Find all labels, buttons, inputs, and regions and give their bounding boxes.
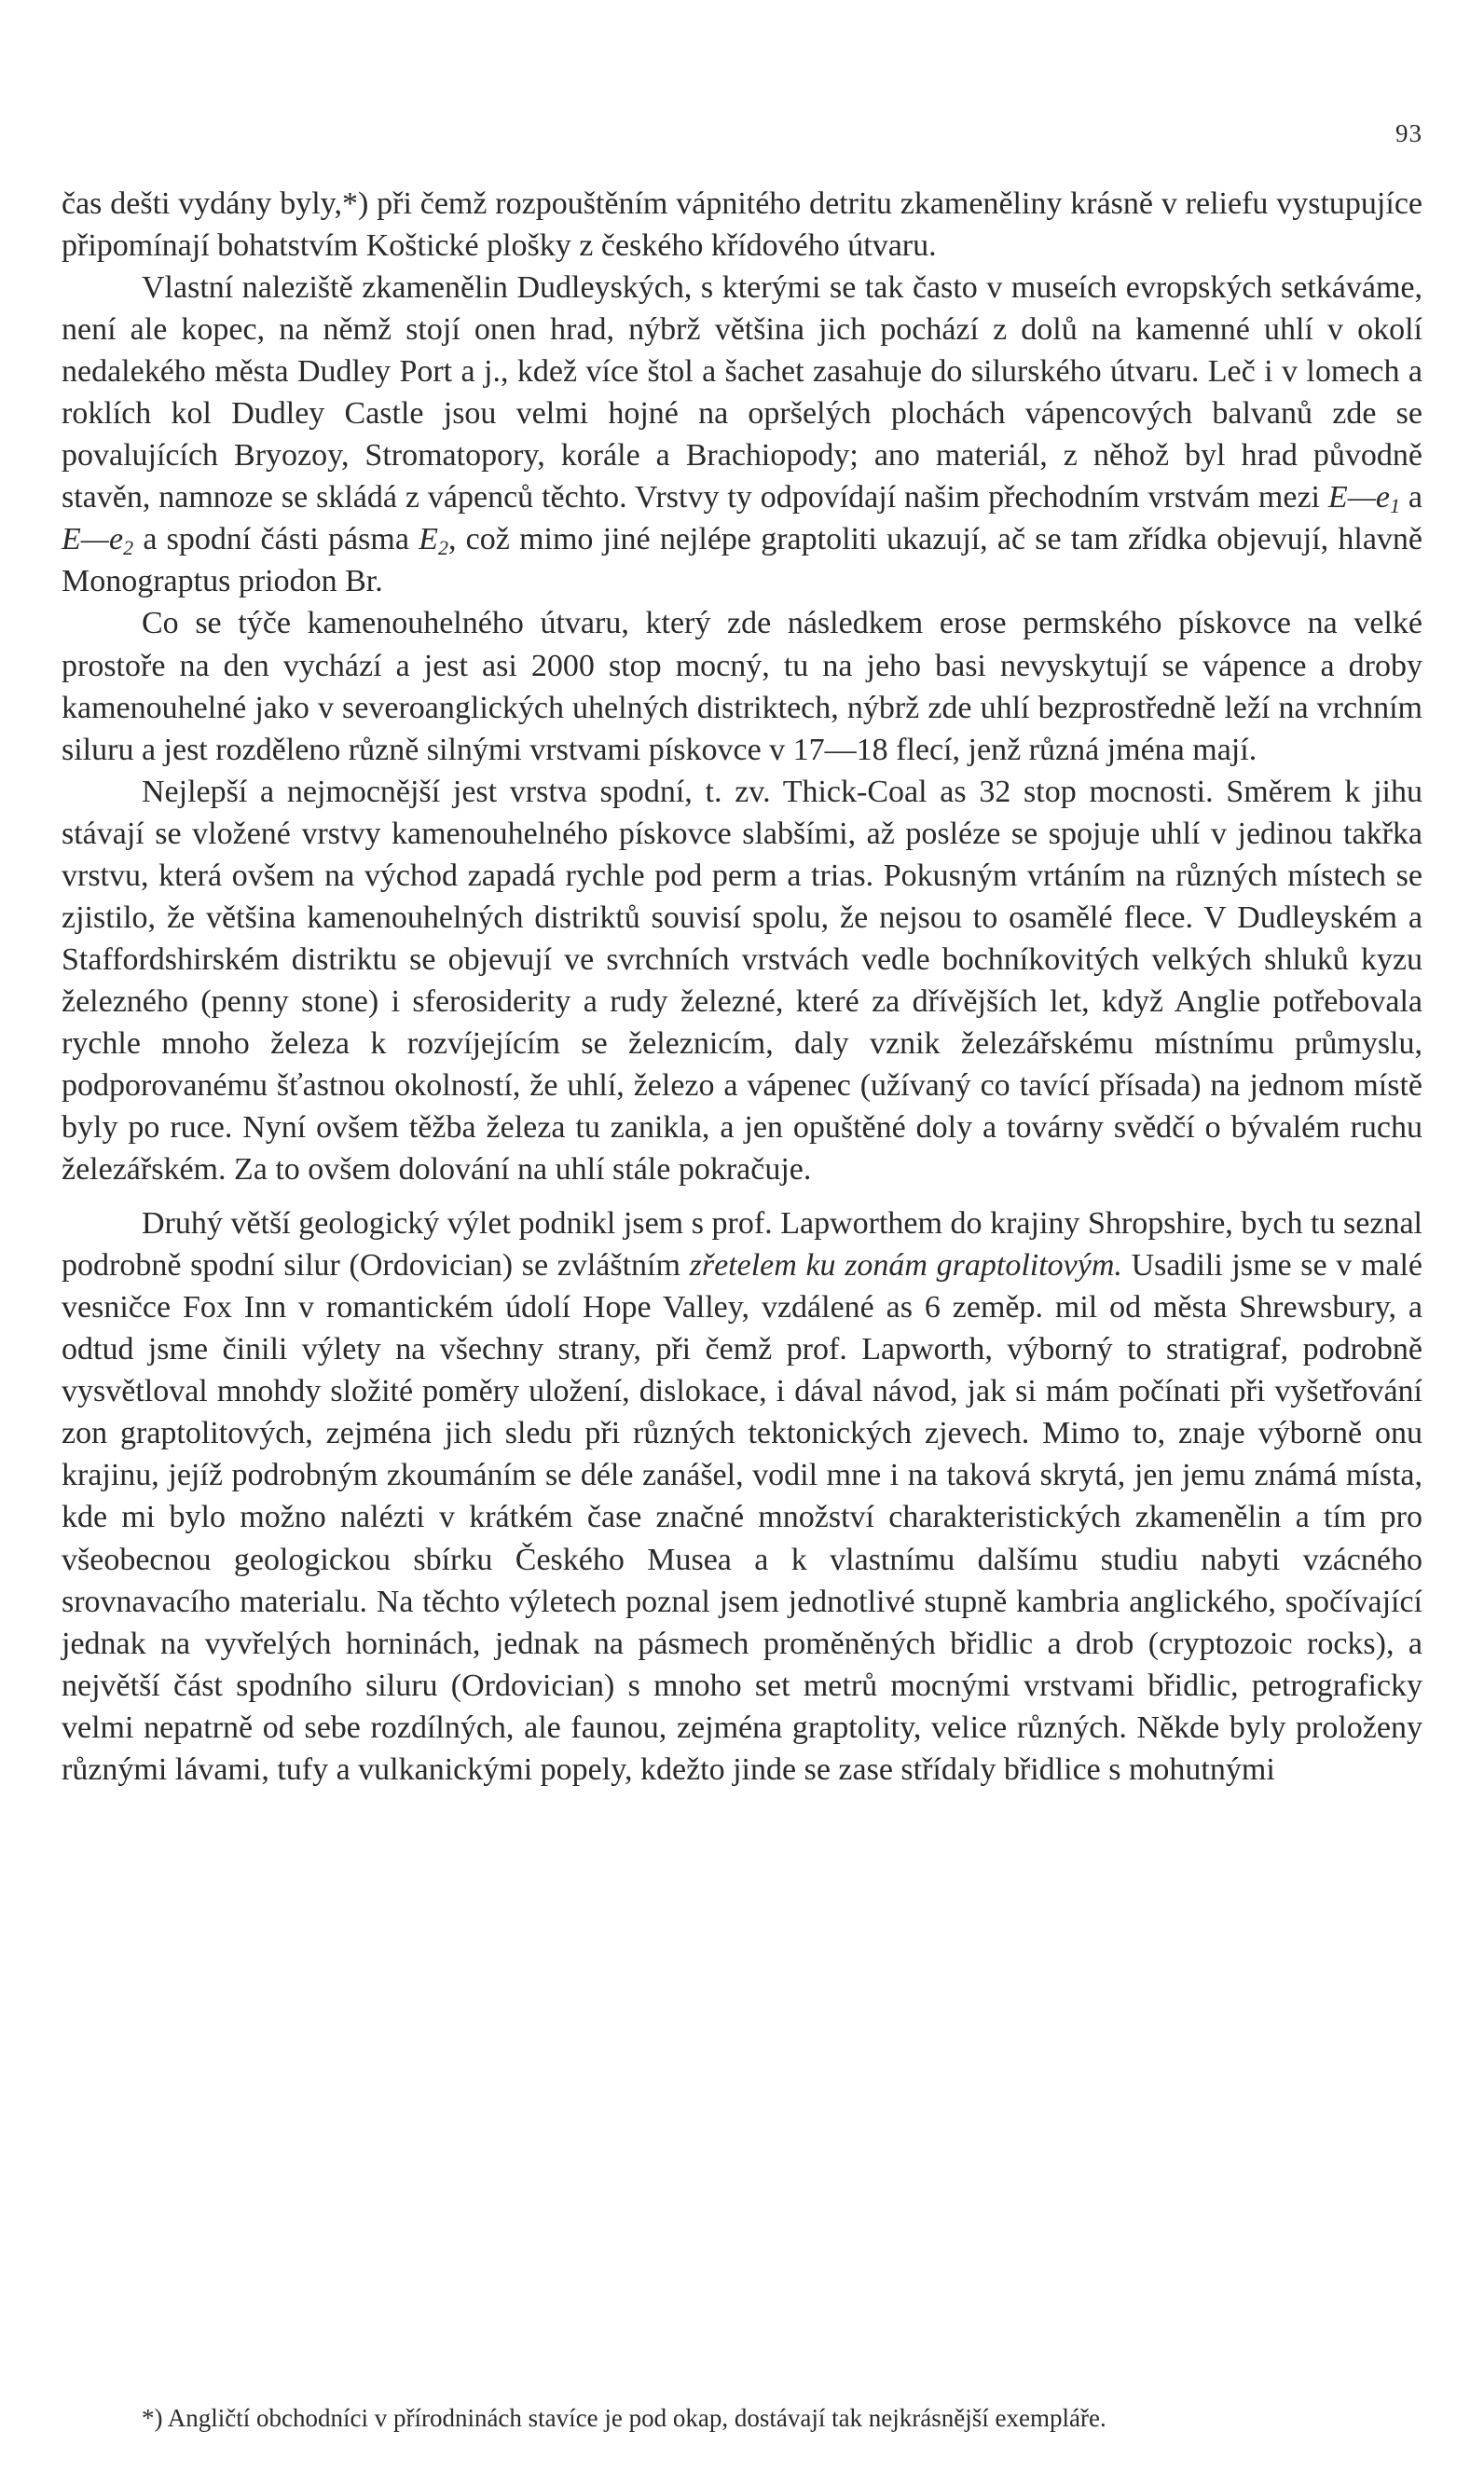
paragraph-3: Co se týče kamenouhelného útvaru, který zde následkem erose permského pískovce na velké prostoře na den vychází a jest asi 2000 stop mocný, tu na jeho basi nevyskytují se vápence a droby kamenouhelné jako v severoanglických uhelných distriktech, nýbrž zde uhlí bezprostředně leží na vrchním siluru a jest rozděleno různě silnými vrstvami pískovce v 17—18 flecí, jenž různá jména mají. [62, 606, 1422, 767]
italic-phrase: zřetelem ku zonám graptolitovým. [689, 1248, 1122, 1284]
formula-e-e2: $E—e_2$ [62, 522, 134, 560]
paragraph-4: Nejlepší a nejmocnější jest vrstva spodní, t. zv. Thick-Coal as 32 stop mocnosti. Směrem k jihu stávají se vložené vrstvy kamenouhelného pískovce slabšími, až posléze se spojuje uhlí v jedinou takřka vrstvu, která ovšem na východ zapadá rychle pod perm a trias. Pokusným vrtáním na různých místech se zjistilo, že většina kamenouhelných distriktů souvisí spolu, že nejsou to osamělé flece. V Dudleyském a Staffordshirském distriktu se objevují ve svrchních vrstvách vedle bochníkovitých velkých shluků kyzu železného (penny stone) i sferosiderity a rudy železné, které za dřívějších let, když Anglie potřebovala rychle mnoho železa k rozvíjejícím se železnicím, daly vznik železářskému místnímu průmyslu, podporovanému šťastnou okolností, že uhlí, železo a vápenec (užívaný co tavící přísada) na jednom místě byly po ruce. Nyní ovšem těžba železa tu zanikla, a jen opuštěné doly a továrny svědčí o bývalém ruchu železářském. Za to ovšem dolování na uhlí stále pokračuje. [62, 774, 1422, 1188]
paragraph-1: čas dešti vydány byly,*) při čemž rozpouštěním vápnitého detritu zkameněliny krásně v reliefu vystupujíce připomínají bohatstvím Koštické plošky z českého křídového útvaru. [62, 186, 1422, 264]
paragraph-2-text: Vlastní naleziště zkamenělin Dudleyských, s kterými se tak často v museích evropských setkáváme, není ale kopec, na němž stojí onen hrad, nýbrž většina jich pochází z dolů na kamenné uhlí v okolí nedalekého města Dudley Port a j., kdež více štol a šachet zasahuje do silurského útvaru. Leč i v lomech a roklích kol Dudley Castle jsou velmi hojné na opršelých plochách vápencových balvanů zde se povalujících Bryozoy, Stromatopory, korále a Brachiopody; ano materiál, z něhož byl hrad původně stavěn, namnoze se skládá z vápenců těchto. Vrstvy ty odpovídají našim přechodním vrstvám mezi [62, 270, 1422, 515]
formula-e-e1: $E—e_1$ [1327, 480, 1401, 518]
page-number: 93 [1395, 119, 1422, 147]
footnote [62, 2402, 1422, 2435]
body-text [62, 183, 1422, 1791]
formula-e2: $E_2$ [419, 522, 448, 560]
footnote-text: *) Angličtí obchodníci v přírodninách stavíce je pod okap, dostávají tak nejkrásnější exempláře. [142, 2404, 1106, 2432]
paragraph-5: Druhý větší geologický výlet podnikl jsem s prof. Lapworthem do krajiny Shropshire, bych tu seznal podrobně spodní silur (Ordovician) se zvláštním zřetelem ku zonám graptolitovým. Usadili jsme se v malé vesničce Fox Inn v romantickém údolí Hope Valley, vzdálené as 6 zeměp. mil od města Shrewsbury, a odtud jsme činili výlety na všechny strany, při čemž prof. Lapworth, výborný to stratigraf, podrobně vysvětloval mnohdy složité poměry uložení, dislokace, i dával návod, jak si mám počínati při vyšetřování zon graptolitových, zejména jich sledu při různých tektonických zjevech. Mimo to, znaje výborně onu krajinu, jejíž podrobným zkoumáním se déle zanášel, vodil mne i na taková skrytá, jen jemu známá místa, kde mi bylo možno nalézti v krátkém čase značné množství charakteristických zkamenělin a tím pro všeobecnou geologickou sbírku Českého Musea a k vlastnímu dalšímu studiu nabyti vzácného srovnavacího materialu. Na těchto výletech poznal jsem jednotlivé stupně kambria anglického, spočívající jednak na vyvřelých horninách, jednak na pásmech proměněných břidlic a drob (cryptozoic rocks), a největší část spodního siluru (Ordovician) s mnoho set metrů mocnými vrstvami břidlic, petrograficky velmi nepatrně od sebe rozdílných, ale faunou, zejména graptolity, velice různých. Někde byly proloženy různými lávami, tufy a vulkanickými popely, kdežto jinde se zase střídaly břidlice s mohutnými [62, 1206, 1423, 1787]
paragraph-2: Vlastní naleziště zkamenělin Dudleyských, s kterými se tak často v museích evropských setkáváme, není ale kopec, na němž stojí onen hrad, nýbrž většina jich pochází z dolů na kamenné uhlí v okolí nedalekého města Dudley Port a j., kdež více štol a šachet zasahuje do silurského útvaru. Leč i v lomech a roklích kol Dudley Castle jsou velmi hojné na opršelých plochách vápencových balvanů zde se povalujících Bryozoy, Stromatopory, korále a Brachiopody; ano materiál, z něhož byl hrad původně stavěn, namnoze se skládá z vápenců těchto. Vrstvy ty odpovídají našim přechodním vrstvám mezi $E—e_1$ a $E—e_2$ a spodní části pásma $E_2$, což mimo jiné nejlépe graptoliti ukazují, ač se tam zřídka objevují, hlavně Monograptus priodon Br. [62, 270, 1423, 599]
